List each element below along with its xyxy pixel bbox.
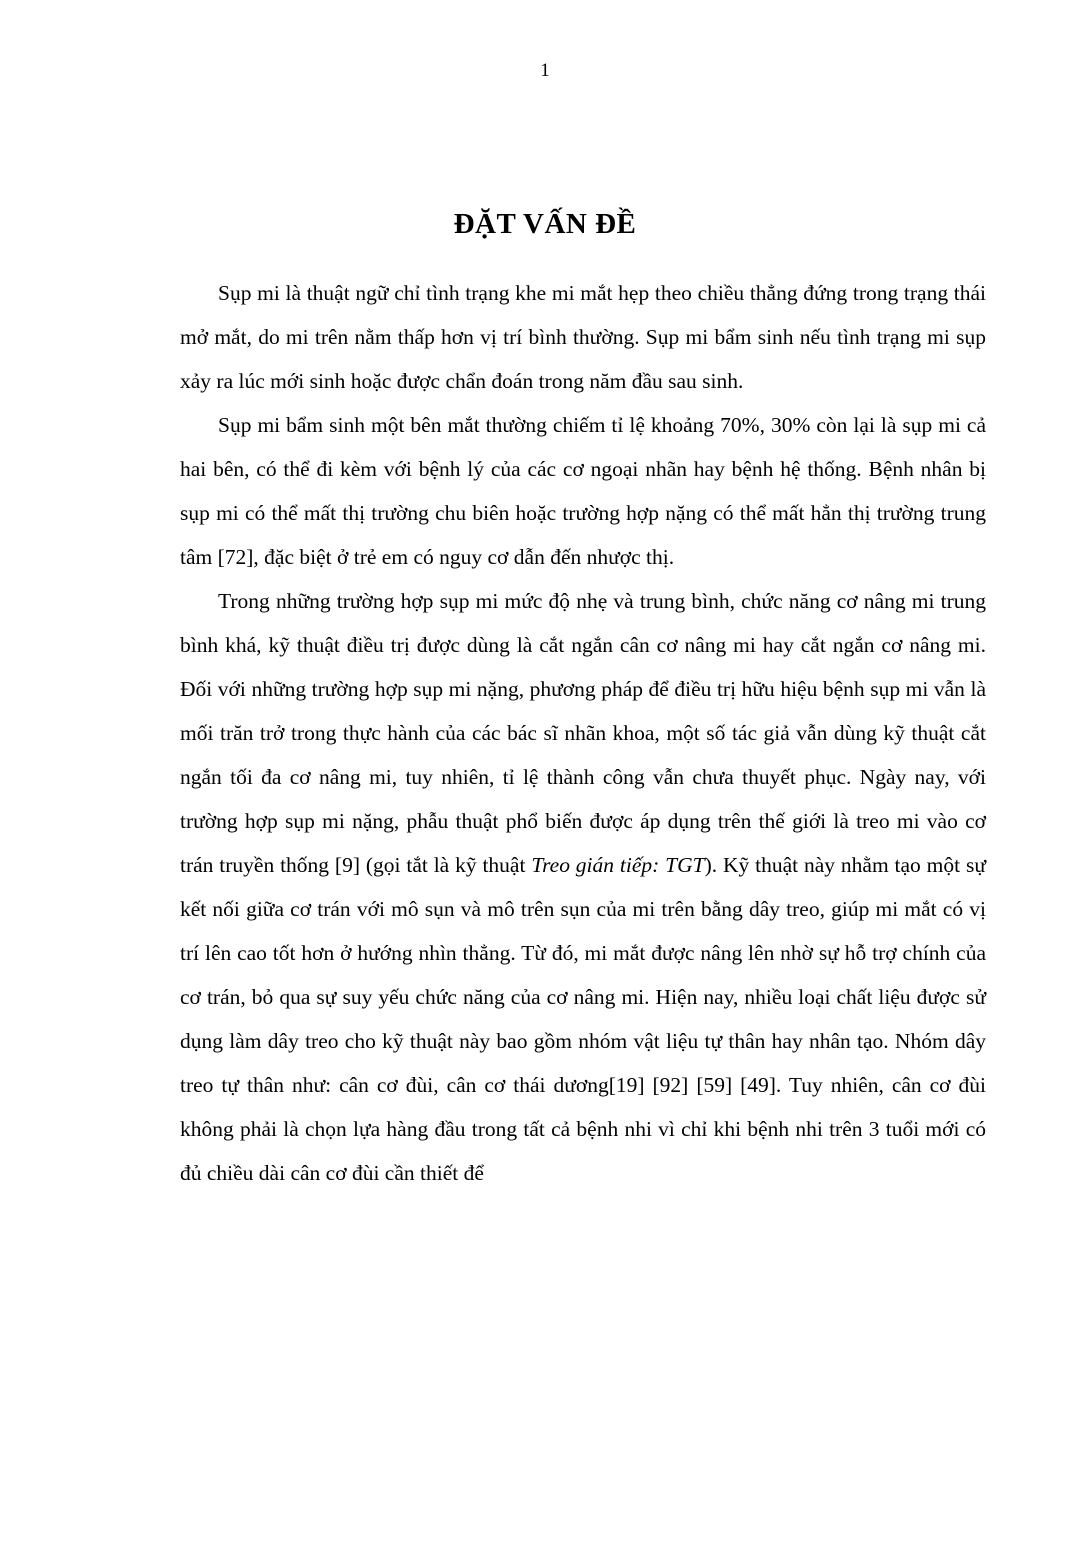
document-body: [180, 271, 986, 1195]
paragraph: Trong những trường hợp sụp mi mức độ nhẹ và trung bình, chức năng cơ nâng mi trung bình khá, kỹ thuật điều trị được dùng là cắt ngắn cân cơ nâng mi hay cắt ngắn cơ nâng mi. Đối với những trường hợp sụp mi nặng, phương pháp để điều trị hữu hiệu bệnh sụp mi vẫn là mối trăn trở trong thực hành của các bác sĩ nhãn khoa, một số tác giả vẫn dùng kỹ thuật cắt ngắn tối đa cơ nâng mi, tuy nhiên, tỉ lệ thành công vẫn chưa thuyết phục. Ngày nay, với trường hợp sụp mi nặng, phẫu thuật phổ biến được áp dụng trên thế giới là treo mi vào cơ trán truyền thống [9] (gọi tắt là kỹ thuật Treo gián tiếp: TGT). Kỹ thuật này nhằm tạo một sự kết nối giữa cơ trán với mô sụn và mô trên sụn của mi trên bằng dây treo, giúp mi mắt có vị trí lên cao tốt hơn ở hướng nhìn thẳng. Từ đó, mi mắt được nâng lên nhờ sự hỗ trợ chính của cơ trán, bỏ qua sự suy yếu chức năng của cơ nâng mi. Hiện nay, nhiều loại chất liệu được sử dụng làm dây treo cho kỹ thuật này bao gồm nhóm vật liệu tự thân hay nhân tạo. Nhóm dây treo tự thân như: cân cơ đùi, cân cơ thái dương[19] [92] [59] [49]. Tuy nhiên, cân cơ đùi không phải là chọn lựa hàng đầu trong tất cả bệnh nhi vì chỉ khi bệnh nhi trên 3 tuổi mới có đủ chiều dài cân cơ đùi cần thiết để: [180, 589, 987, 1185]
paragraph: Sụp mi là thuật ngữ chỉ tình trạng khe mi mắt hẹp theo chiều thẳng đứng trong trạng thái mở mắt, do mi trên nằm thấp hơn vị trí bình thường. Sụp mi bẩm sinh nếu tình trạng mi sụp xảy ra lúc mới sinh hoặc được chẩn đoán trong năm đầu sau sinh.: [180, 281, 986, 393]
page-number: 1: [540, 60, 550, 81]
paragraph: Sụp mi bẩm sinh một bên mắt thường chiếm tỉ lệ khoảng 70%, 30% còn lại là sụp mi cả hai bên, có thể đi kèm với bệnh lý của các cơ ngoại nhãn hay bệnh hệ thống. Bệnh nhân bị sụp mi có thể mất thị trường chu biên hoặc trường hợp nặng có thể mất hẳn thị trường trung tâm [72], đặc biệt ở trẻ em có nguy cơ dẫn đến nhược thị.: [180, 413, 986, 569]
page-title: ĐẶT VẤN ĐỀ: [453, 208, 637, 240]
